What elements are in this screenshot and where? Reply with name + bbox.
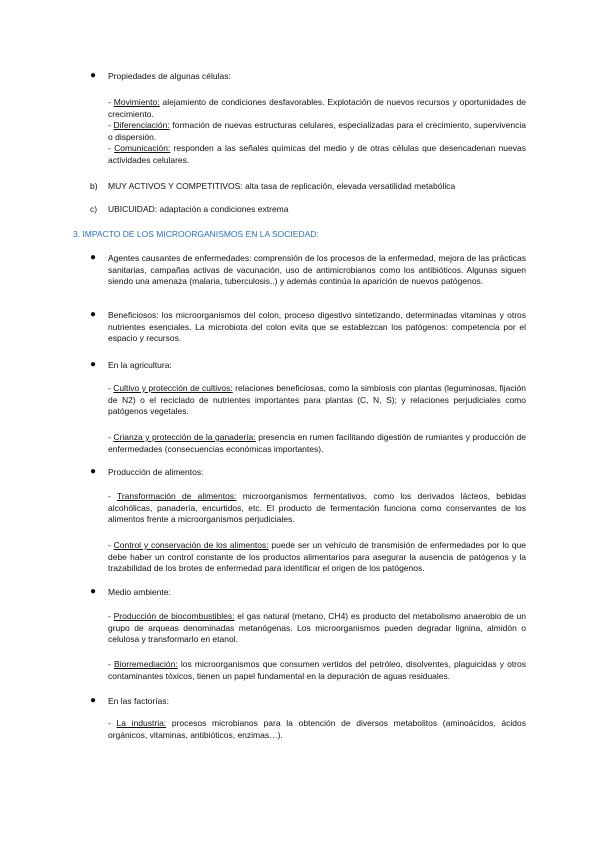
list-letter-c: c) (90, 204, 98, 214)
cultivo-label: Cultivo y protección de cultivos: (113, 383, 233, 393)
movimiento-item: - Movimiento: alejamiento de condiciones desfavorables. Explotación de nuevos recursos y oportunidades de crecimiento. (108, 97, 526, 119)
prop-title: Propiedades de algunas células: (108, 71, 231, 81)
crianza-text: presencia en rumen facilitando digestión de rumiantes y producción de enfermedades (consecuencias económicas importantes). (108, 432, 526, 454)
biocombustibles-label: Producción de biocombustibles: (113, 611, 235, 621)
c-item-text: UBICUIDAD: adaptación a condiciones extrema (108, 204, 289, 214)
biocombustibles-text: el gas natural (metano, CH4) es producto del metabolismo anaerobio de un grupo de arqueas denominadas metanógenas. Los microorganismos pueden degradar lignina, almidón o celulosa y transformarlo en etanol. (108, 611, 526, 645)
biorremediacion-item: - Biorremediación: los microorganismos que consumen vertidos del petróleo, disolventes, plaguicidas y otros contaminantes tóxicos, tienen un papel fundamental en la depuración de aguas residuales. (108, 659, 526, 681)
movimiento-text: alejamiento de condiciones desfavorables. Explotación de nuevos recursos y oportunidades de crecimiento. (108, 97, 526, 119)
crianza-label: Crianza y protección de la ganadería: (113, 432, 256, 442)
cultivo-text: relaciones beneficiosas, como la simbiosis con plantas (leguminosas, fijación de N2) o el reciclado de nutrientes importantes para plantas (C, N, S); y relaciones perjudiciales como patógenos vegetales. (108, 383, 526, 417)
comunicacion-text: responden a las señales químicas del medio y de otras células que desencadenan nuevas actividades celulares. (108, 143, 526, 165)
diferenciacion-label: Diferenciación: (113, 120, 170, 130)
transformacion-text: microorganismos fermentativos, como los derivados lácteos, bebidas alcohólicas, panadería, encurtidos, etc. El producto de fermentación funciona como conservantes de los alimentos frente a microorganismos perjudiciales. (108, 491, 526, 525)
section-heading: 3. IMPACTO DE LOS MICROORGANISMOS EN LA SOCIEDAD: (73, 229, 319, 239)
industria-item: - La industria: procesos microbianos para la obtención de diversos metabolitos (aminoácidos, ácidos orgánicos, vitaminas, antibióticos, enzimas…). (108, 718, 526, 740)
list-letter-b: b) (90, 181, 98, 191)
diferenciacion-text: formación de nuevas estructuras celulares, especializadas para el crecimiento, supervivencia o dispersión. (108, 120, 526, 142)
produccion-title: Producción de alimentos: (108, 467, 204, 477)
control-item: - Control y conservación de los alimentos: puede ser un vehículo de transmisión de enfermedades por lo que debe haber un control constante de los productos alimentarios para asegurar la ausencia de patógenos y la trazabilidad de los brotes de enfermedad para identificar el origen de los patógenos. (108, 540, 526, 574)
biocombustibles-item: - Producción de biocombustibles: el gas natural (metano, CH4) es producto del metabolismo anaerobio de un grupo de arqueas denominadas metanógenas. Los microorganismos pueden degradar lignina, almidón o celulosa y transformarlo en etanol. (108, 611, 526, 645)
industria-label: La industria: (116, 718, 167, 728)
bullet-icon: ● (90, 466, 97, 477)
agentes-item: Agentes causantes de enfermedades: comprensión de los procesos de la enfermedad, mejora de las prácticas sanitarias, campañas activas de vacunación, uso de antimicrobianos como los antibióticos. Algunas siguen siendo una amenaza (malaria, tuberculosis..) y además continúa la aparición de nuevos patógenos. (108, 253, 526, 287)
agricultura-title: En la agricultura: (108, 360, 172, 370)
movimiento-label: Movimiento: (113, 97, 160, 107)
control-text: puede ser un vehículo de transmisión de enfermedades por lo que debe haber un control constante de los productos alimentarios para asegurar la ausencia de patógenos y la trazabilidad de los brotes de enfermedad para identificar el origen de los patógenos. (108, 540, 526, 574)
transformacion-item: - Transformación de alimentos: microorganismos fermentativos, como los derivados lácteos, bebidas alcohólicas, panadería, encurtidos, etc. El producto de fermentación funciona como conservantes de los alimentos frente a microorganismos perjudiciales. (108, 491, 526, 525)
bullet-icon: ● (90, 695, 97, 706)
bullet-icon: ● (90, 586, 97, 597)
bullet-icon: ● (90, 70, 97, 81)
bullet-icon: ● (90, 359, 97, 370)
biorremediacion-label: Biorremediación: (113, 659, 178, 669)
b-item-text: MUY ACTIVOS Y COMPETITIVOS: alta tasa de replicación, elevada versatilidad metabólica (108, 181, 456, 191)
industria-text: procesos microbianos para la obtención de diversos metabolitos (aminoácidos, ácidos orgánicos, vitaminas, antibióticos, enzimas…). (108, 718, 526, 740)
transformacion-label: Transformación de alimentos: (116, 491, 237, 501)
cultivo-item: - Cultivo y protección de cultivos: relaciones beneficiosas, como la simbiosis con plantas (leguminosas, fijación de N2) o el reciclado de nutrientes importantes para plantas (C, N, S); y relaciones perjudiciales como patógenos vegetales. (108, 383, 526, 417)
beneficiosos-item: Beneficiosos: los microorganismos del colon, proceso digestivo sintetizando, determinadas vitaminas y otros nutrientes esenciales. La microbiota del colon evita que se establezcan los patógenos: competencia por el espacio y recursos. (108, 310, 526, 344)
bullet-icon: ● (90, 252, 97, 263)
biorremediacion-text: los microorganismos que consumen vertidos del petróleo, disolventes, plaguicidas y otros contaminantes tóxicos, tienen un papel fundamental en la depuración de aguas residuales. (108, 659, 526, 681)
bullet-icon: ● (90, 309, 97, 320)
diferenciacion-item: - Diferenciación: formación de nuevas estructuras celulares, especializadas para el crecimiento, supervivencia o dispersión. (108, 120, 526, 142)
control-label: Control y conservación de los alimentos: (113, 540, 269, 550)
comunicacion-label: Comunicación: (114, 143, 171, 153)
factorias-title: En las factorías: (108, 696, 169, 706)
comunicacion-item: - Comunicación: responden a las señales químicas del medio y de otras células que desencadenan nuevas actividades celulares. (108, 143, 526, 165)
medio-title: Medio ambiente: (108, 587, 171, 597)
crianza-item: - Crianza y protección de la ganadería: presencia en rumen facilitando digestión de rumiantes y producción de enfermedades (consecuencias económicas importantes). (108, 432, 526, 454)
